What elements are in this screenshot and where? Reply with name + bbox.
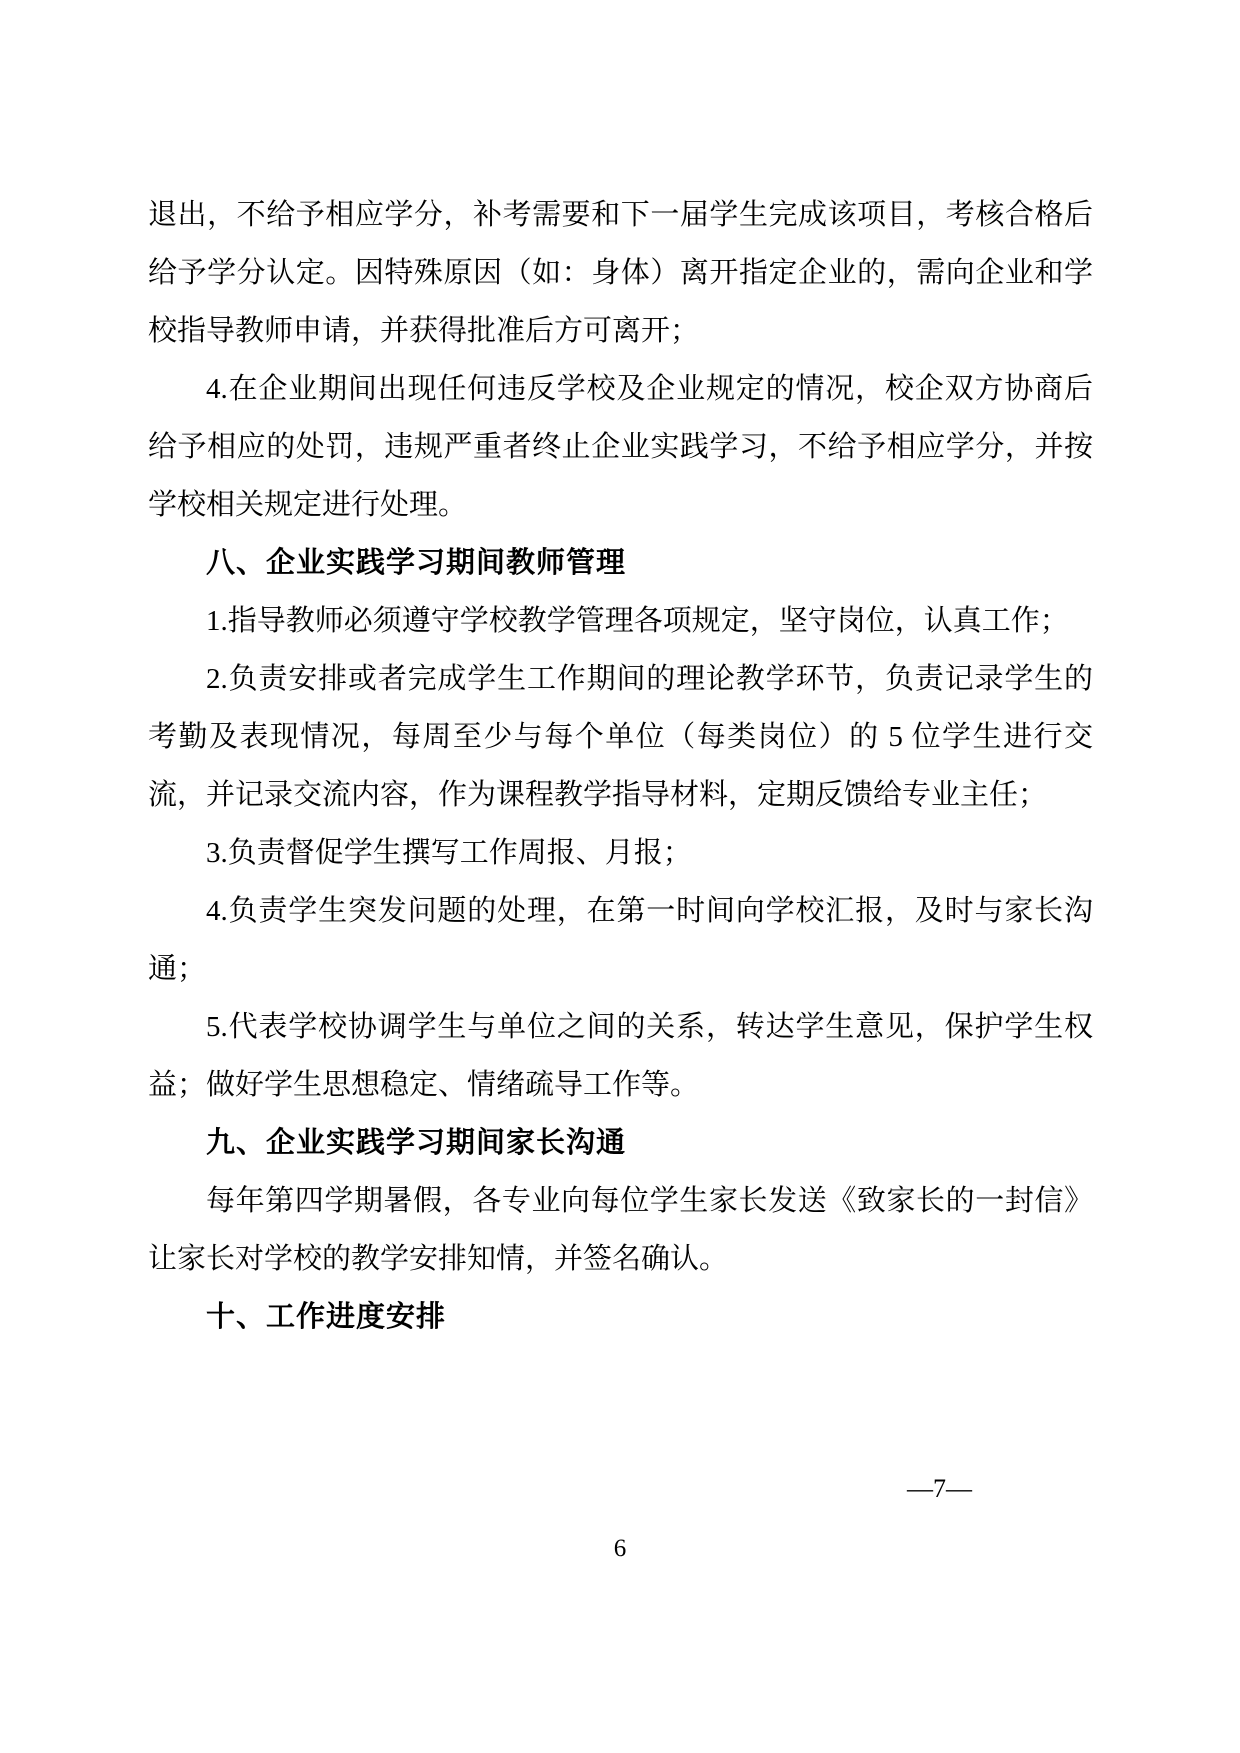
paragraph: 2.负责安排或者完成学生工作期间的理论教学环节，负责记录学生的考勤及表现情况，每周至少与每个单位（每类岗位）的 5 位学生进行交流，并记录交流内容，作为课程教学指导材料，定期反馈给专业主任； bbox=[148, 663, 1093, 811]
section-heading: 九、企业实践学习期间家长沟通 bbox=[206, 1127, 627, 1159]
section-heading: 八、企业实践学习期间教师管理 bbox=[206, 547, 627, 579]
section-heading: 十、工作进度安排 bbox=[206, 1301, 447, 1333]
paragraph: 5.代表学校协调学生与单位之间的关系，转达学生意见，保护学生权益；做好学生思想稳定、情绪疏导工作等。 bbox=[148, 1011, 1093, 1101]
paragraph: 1.指导教师必须遵守学校教学管理各项规定，坚守岗位，认真工作； bbox=[206, 605, 1069, 637]
margin-page-number: —7— bbox=[907, 1474, 972, 1503]
paragraph: 4.在企业期间出现任何违反学校及企业规定的情况，校企双方协商后给予相应的处罚，违规严重者终止企业实践学习，不给予相应学分，并按学校相关规定进行处理。 bbox=[148, 373, 1093, 521]
paragraph: 3.负责督促学生撰写工作周报、月报； bbox=[206, 837, 692, 869]
paragraph: 4.负责学生突发问题的处理，在第一时间向学校汇报，及时与家长沟通； bbox=[148, 895, 1093, 985]
document-body bbox=[148, 186, 1093, 1346]
paragraph: 退出，不给予相应学分，补考需要和下一届学生完成该项目，考核合格后给予学分认定。因特殊原因（如：身体）离开指定企业的，需向企业和学校指导教师申请，并获得批准后方可离开； bbox=[148, 199, 1093, 347]
paragraph: 每年第四学期暑假，各专业向每位学生家长发送《致家长的一封信》让家长对学校的教学安排知情，并签名确认。 bbox=[148, 1185, 1093, 1275]
footer-page-number: 6 bbox=[613, 1535, 627, 1562]
